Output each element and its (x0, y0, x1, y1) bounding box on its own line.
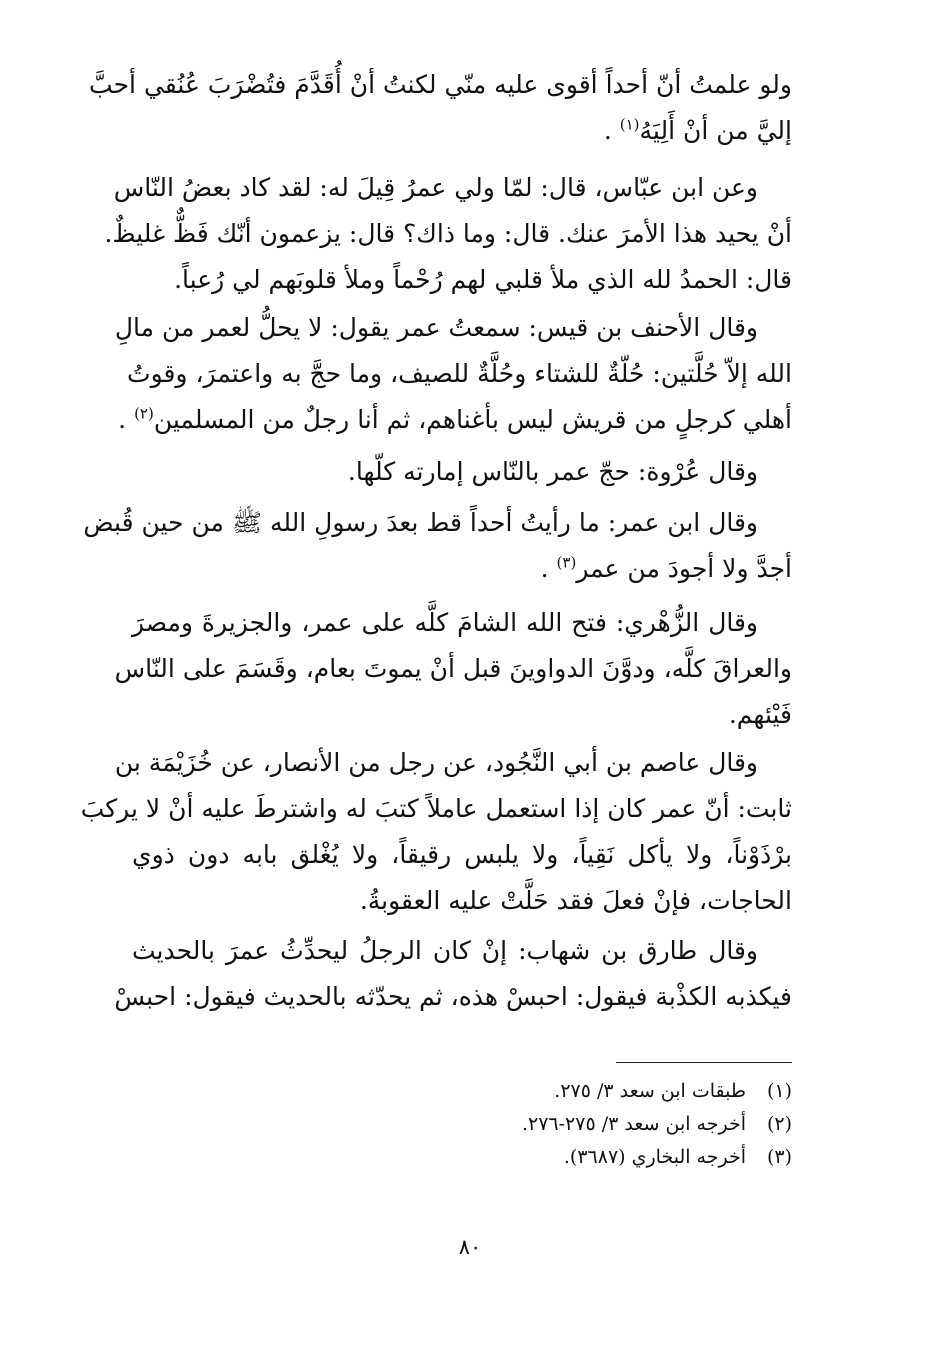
paragraph-4 (132, 449, 792, 495)
paragraph-7 (80, 740, 792, 924)
footnote-ref[interactable]: (٣) (556, 553, 577, 572)
text-line: وقال طارق بن شهاب: إنْ كان الرجلُ ليحدِّثُ عمرَ بالحديث (132, 936, 758, 965)
footnote-separator (616, 1062, 792, 1063)
text-line: فيكذبه الكذْبة فيقول: احبسْ هذه، ثم يحدّثه بالحديث فيقول: احبسْ (114, 982, 792, 1011)
paragraph-3 (114, 305, 792, 443)
text-line: وقال عاصم بن أبي النَّجُود، عن رجل من الأنصار، عن خُزَيْمَة بن (114, 748, 758, 777)
footnote-ref[interactable]: (٢) (134, 404, 154, 423)
text-line: الحاجات، فإنْ فعلَ فقد حَلَّتْ عليه العقوبةُ. (359, 886, 792, 915)
text-line: إليَّ من أنْ أَلِيَهُ$^{(١)}$ . (603, 115, 792, 145)
footnote-item (132, 1141, 792, 1174)
text-line: وقال الزُّهْري: فتح الله الشامَ كلَّه على عمر، والجزيرةَ ومصرَ (132, 608, 758, 637)
footnote-item (132, 1108, 792, 1141)
text-line: وقال ابن عمر: ما رأيتُ أحداً قط بعدَ رسولِ الله ﷺ من حين قُبض (83, 508, 758, 537)
text-line: أهلي كرجلٍ من قريش ليس بأغناهم، ثم أنا رجلٌ من المسلمين$^{(٢)}$ . (118, 404, 792, 434)
paragraph-2 (104, 165, 792, 303)
text-line: فَيْئهم. (728, 700, 792, 729)
paragraph-8 (114, 928, 792, 1020)
footnote-item (132, 1075, 792, 1108)
text-line: ثابت: أنّ عمر كان إذا استعمل عاملاً كتبَ له واشترطَ عليه أنْ لا يركبَ (80, 794, 792, 823)
text-line: قال: الحمدُ لله الذي ملأ قلبي لهم رُحْماً وملأ قلوبَهم لي رُعباً. (174, 265, 792, 294)
text-line: أنْ يحيد هذا الأمرَ عنك. قال: وما ذاك؟ قال: يزعمون أنّك فَظٌّ غليظٌ. (104, 219, 792, 248)
footnote-number: (٣) (766, 1146, 792, 1168)
text-line: وعن ابن عبّاس، قال: لمّا ولي عمرُ قِيلَ له: لقد كاد بعضُ النّاس (113, 173, 758, 202)
text-line: برْذَوْناً، ولا يأكل نَقِياً، ولا يلبس رقيقاً، ولا يُغْلق بابه دون ذوي (132, 840, 792, 869)
text-line: أجدَّ ولا أجودَ من عمر$^{(٣)}$ . (540, 553, 792, 583)
text-line: وقال الأحنف بن قيس: سمعتُ عمر يقول: لا يحلُّ لعمر من مالِ (114, 313, 758, 342)
footnote-number: (١) (766, 1080, 792, 1102)
paragraph-5 (83, 500, 792, 592)
footnotes-list (132, 1075, 792, 1174)
text-line: وقال عُرْوة: حجّ عمر بالنّاس إمارته كلّها. (347, 457, 758, 486)
footnote-number: (٢) (766, 1113, 792, 1135)
text-line: الله إلاّ حُلَّتين: حُلّةٌ للشتاء وحُلَّةٌ للصيف، وما حجَّ به واعتمرَ، وقوتُ (127, 359, 792, 388)
footnote-text: طبقات ابن سعد ٣/ ٢٧٥. (554, 1080, 746, 1102)
footnote-text: أخرجه البخاري (٣٦٨٧). (563, 1146, 746, 1168)
text-line: والعراقَ كلَّه، ودوَّنَ الدواوينَ قبل أنْ يموتَ بعام، وقَسَمَ على النّاس (114, 654, 792, 683)
text-line: ولو علمتُ أنّ أحداً أقوى عليه منّي لكنتُ أنْ أُقَدَّمَ فتُضْرَبَ عُنُقي أحبَّ (89, 70, 792, 99)
paragraph-6 (114, 600, 792, 738)
page-number: ٨٠ (458, 1235, 482, 1259)
footnote-ref[interactable]: (١) (619, 115, 640, 134)
footnote-text: أخرجه ابن سعد ٣/ ٢٧٥-٢٧٦. (521, 1113, 746, 1135)
paragraph-1 (89, 62, 792, 154)
